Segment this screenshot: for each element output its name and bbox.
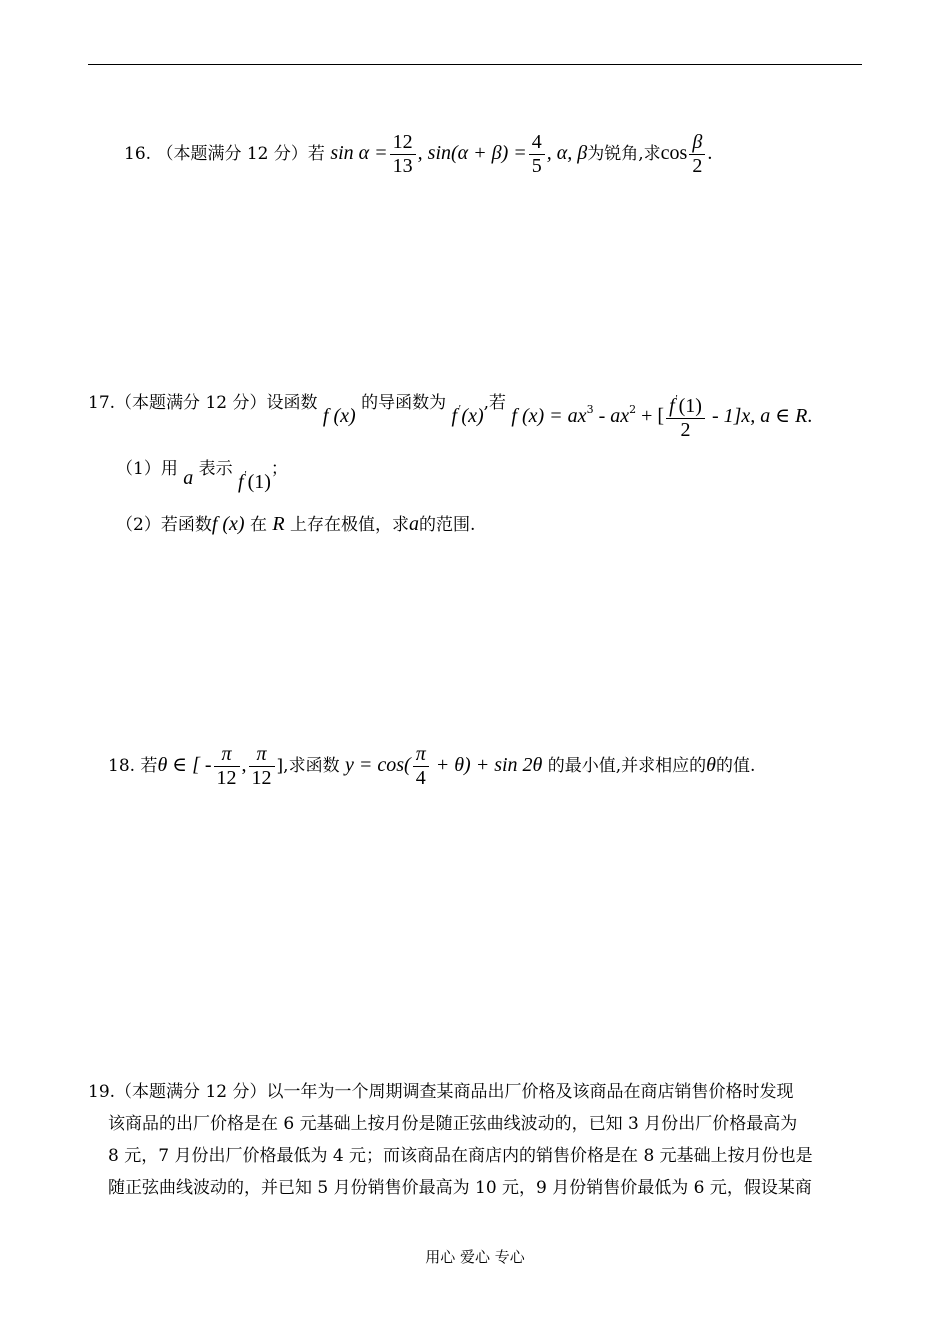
q18-frac1-num: π: [214, 743, 240, 767]
q19-line1: [88, 1076, 868, 1108]
q17-sub1-label: （1）用: [116, 459, 178, 479]
q18-frac3-num: π: [413, 743, 429, 767]
q19-line4: 随正弦曲线波动的，并已知 5 月份销售价最高为 10 元，9 月份销售价最低为 6 元，假设某商: [108, 1178, 812, 1198]
q18-text3: 的值.: [716, 756, 756, 776]
q16-frac3-num: β: [689, 131, 705, 155]
q18-frac-pi-12-b: [249, 743, 275, 790]
q17-frac-num: [666, 393, 705, 419]
q18-number: 18.: [108, 756, 136, 776]
q17-sub1-text: 表示: [198, 459, 233, 479]
q16-frac-12-13: [390, 131, 416, 178]
q17-sub1-arg: (1): [247, 471, 271, 493]
q19-number: 19.: [88, 1082, 116, 1102]
question-18: [108, 743, 755, 790]
q17-fprime-x: [451, 405, 483, 427]
q17-fpx-prime: ': [458, 403, 461, 415]
q19-line2: 该商品的出厂价格是在 6 元基础上按月份是随正弦曲线波动的，已知 3 月份出厂价格最高为: [108, 1114, 798, 1134]
q17-text2: 的导函数为: [361, 393, 447, 413]
q17-sub2-text2: 上存在极值，求: [290, 515, 410, 535]
q17-def-tail: - 1]x, a ∈ R: [706, 405, 808, 427]
q17-text3: ,若: [483, 393, 507, 413]
q17-end: .: [807, 405, 813, 427]
q16-number: 16.: [124, 144, 152, 164]
q18-frac2-den: 12: [251, 767, 272, 789]
q17-sub2-R: R: [272, 513, 285, 535]
q16-vars: , α, β: [546, 142, 588, 164]
q17-sub1-fprime1: [238, 471, 271, 493]
q17-frac-den: 2: [680, 419, 691, 441]
q17-frac-num-arg: (1): [678, 395, 702, 417]
q18-y-eq: y = cos(: [344, 754, 411, 776]
question-17: [88, 379, 813, 441]
q16-lead: 若: [307, 144, 325, 164]
q17-sub1-f: f: [238, 471, 244, 493]
q17-fpx-f: f: [451, 405, 458, 427]
q17-frac-num-f: f: [669, 395, 675, 417]
q19-line1-text: 以一年为一个周期调查某商品出厂价格及该商品在商店销售价格时发现: [266, 1082, 794, 1102]
q17-sub2: [116, 514, 475, 534]
q17-sub2-a: a: [409, 513, 420, 535]
q17-def-lhs: f (x) = ax: [511, 405, 587, 427]
q18-theta: θ ∈ [ -: [157, 754, 212, 776]
q19-points: （本题满分 12 分）: [115, 1082, 267, 1102]
q16-eq1: sin α =: [330, 142, 388, 164]
q16-frac1-num: 12: [390, 131, 416, 155]
q16-frac2-num: 4: [529, 131, 545, 155]
q18-lead: 若: [140, 756, 158, 776]
question-16: [124, 131, 712, 178]
q18-frac-pi-4: [413, 743, 429, 790]
q17-sub2-text3: 的范围.: [419, 515, 476, 535]
q17-number: 17.: [88, 393, 116, 413]
q17-text1: 设函数: [266, 393, 318, 413]
q18-text2: 的最小值,并求相应的: [547, 756, 707, 776]
q18-frac-pi-12-a: [214, 743, 240, 790]
q16-end: .: [707, 142, 713, 164]
q18-frac1-den: 12: [216, 767, 237, 789]
q17-sub2-text1: 在: [250, 515, 267, 535]
q18-tail: + θ) + sin 2θ: [430, 754, 543, 776]
q16-frac-4-5: [529, 131, 545, 178]
q18-text1: ],求函数: [276, 756, 340, 776]
q17-sub2-label: （2）若函数: [116, 515, 212, 535]
q16-frac-beta-2: [689, 131, 705, 178]
q16-text: 为锐角,求: [587, 144, 661, 164]
q17-frac-num-prime: ': [675, 393, 678, 405]
q17-def-plus: + [: [636, 405, 665, 427]
page-footer: 用心 爱心 专心: [425, 1248, 525, 1266]
q18-theta2: θ: [706, 754, 716, 776]
q17-sub1-end: ；: [270, 459, 288, 479]
q17-sub1-a: a: [183, 467, 194, 489]
q18-frac2-num: π: [249, 743, 275, 767]
q17-sub2-fx: f (x): [211, 513, 245, 535]
q17-frac-fprime1-2: [666, 393, 705, 442]
q18-comma: ,: [241, 754, 247, 776]
q17-definition: [511, 393, 813, 441]
q17-sub1: [116, 456, 288, 493]
q17-sub1-prime: ': [244, 469, 247, 481]
q16-frac3-den: 2: [692, 155, 703, 177]
q17-points: （本题满分 12 分）: [115, 393, 267, 413]
q17-def-exp1: 3: [586, 403, 594, 416]
q18-frac3-den: 4: [415, 767, 426, 789]
question-19: [88, 1076, 868, 1204]
q19-line3: 8 元，7 月份出厂价格最低为 4 元；而该商品在商店内的销售价格是在 8 元基础上按月份也是: [108, 1146, 813, 1166]
q16-frac1-den: 13: [392, 155, 413, 177]
q16-points: （本题满分 12 分）: [156, 144, 308, 164]
q16-eq2: , sin(α + β) =: [417, 142, 527, 164]
header-rule: [88, 64, 862, 65]
q17-fx: f (x): [322, 405, 356, 427]
q17-def-mid: - ax: [593, 405, 630, 427]
q16-ask: cos: [660, 142, 688, 164]
q17-fpx-arg: (x): [461, 405, 484, 427]
q16-frac2-den: 5: [531, 155, 542, 177]
q17-def-exp2: 2: [629, 403, 637, 416]
